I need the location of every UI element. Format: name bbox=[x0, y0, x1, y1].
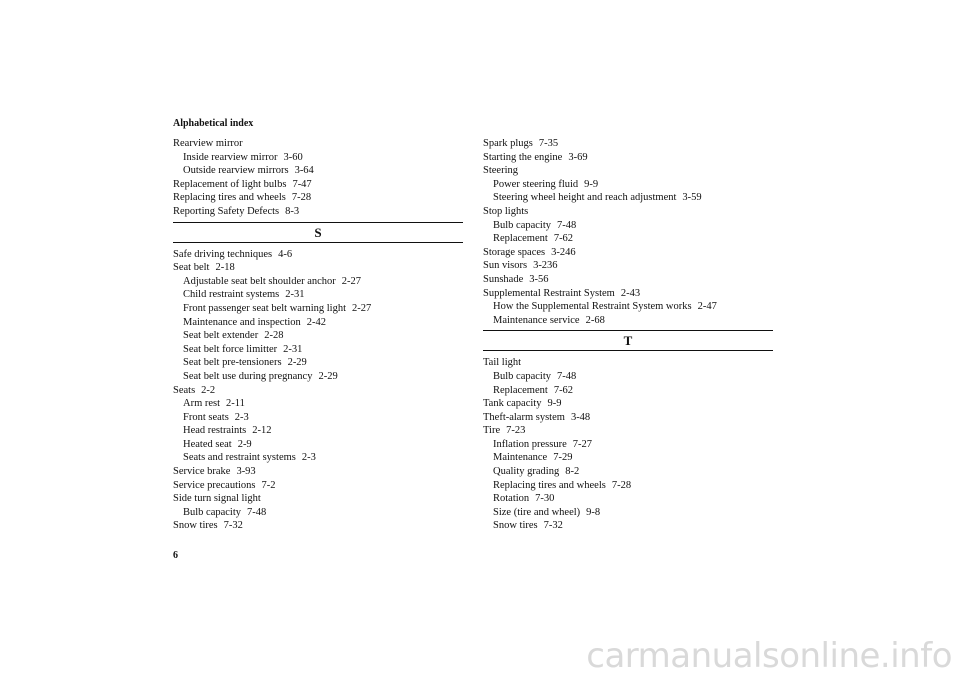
index-subentry bbox=[483, 438, 773, 452]
index-entry-text: Seats and restraint systems bbox=[183, 452, 296, 464]
index-subentry bbox=[173, 343, 463, 357]
index-entry-page: 3-246 bbox=[551, 246, 576, 258]
index-subentry bbox=[173, 397, 463, 411]
index-entry-text: Inflation pressure bbox=[493, 438, 567, 450]
index-entry-text: Arm rest bbox=[183, 398, 221, 410]
index-entry-text: Snow tires bbox=[173, 520, 218, 532]
index-entry-text: Steering bbox=[483, 165, 518, 177]
index-entry bbox=[483, 356, 773, 370]
index-entry bbox=[483, 205, 773, 219]
index-entry-text: Sunshade bbox=[483, 273, 524, 285]
index-entry-text: Seats bbox=[173, 384, 196, 396]
index-entry-page: 7-47 bbox=[292, 178, 312, 190]
index-entry bbox=[483, 137, 773, 151]
index-entry-page: 3-64 bbox=[294, 165, 314, 177]
index-entry-text: Bulb capacity bbox=[183, 506, 242, 518]
index-entry-page: 2-12 bbox=[252, 425, 272, 437]
index-entry-page: 2-3 bbox=[234, 411, 249, 423]
index-entry bbox=[173, 205, 463, 219]
index-entry-text: Sun visors bbox=[483, 260, 528, 272]
index-entry-page: 7-30 bbox=[535, 493, 555, 505]
index-subentry bbox=[173, 275, 463, 289]
index-entry-page: 7-29 bbox=[553, 452, 573, 464]
index-entry-text: Maintenance and inspection bbox=[183, 316, 301, 328]
index-entry-text: Bulb capacity bbox=[493, 219, 552, 231]
index-entry-text: Seat belt force limitter bbox=[183, 343, 278, 355]
index-entry bbox=[173, 479, 463, 493]
index-entry-page: 2-3 bbox=[301, 452, 316, 464]
index-subentry bbox=[483, 384, 773, 398]
index-entry-page: 2-2 bbox=[201, 384, 216, 396]
index-subentry bbox=[483, 519, 773, 533]
index-entry-text: Replacement of light bulbs bbox=[173, 178, 287, 190]
index-letter-heading: T bbox=[483, 330, 773, 351]
index-subentry bbox=[483, 370, 773, 384]
index-entry-text: Seat belt use during pregnancy bbox=[183, 370, 313, 382]
index-entry-page: 8-2 bbox=[565, 466, 580, 478]
index-entry-text: Starting the engine bbox=[483, 151, 563, 163]
index-entry bbox=[483, 164, 773, 178]
index-entry-page: 3-69 bbox=[568, 151, 588, 163]
index-entry-page: 3-93 bbox=[236, 466, 256, 478]
index-entry-text: Rotation bbox=[493, 493, 530, 505]
index-entry-page: 9-9 bbox=[584, 178, 599, 190]
index-letter-heading: S bbox=[173, 222, 463, 243]
index-subentry bbox=[173, 356, 463, 370]
index-subentry bbox=[173, 451, 463, 465]
index-entry-page: 7-27 bbox=[572, 438, 593, 450]
index-entry-text: Bulb capacity bbox=[493, 370, 552, 382]
index-entry-text: Tank capacity bbox=[483, 398, 542, 410]
index-entry-page: 2-42 bbox=[306, 316, 327, 328]
index-entry-text: How the Supplemental Restraint System works bbox=[493, 301, 692, 313]
index-entry bbox=[483, 287, 773, 301]
index-entry bbox=[173, 261, 463, 275]
index-entry-page: 2-29 bbox=[287, 357, 307, 369]
index-entry-page: 3-60 bbox=[283, 151, 303, 163]
index-entry-text: Stop lights bbox=[483, 205, 529, 217]
index-entry bbox=[173, 137, 463, 151]
index-subentry bbox=[173, 151, 463, 165]
index-entry-page: 3-56 bbox=[529, 273, 549, 285]
index-subentry bbox=[173, 288, 463, 302]
index-entry-text: Front seats bbox=[183, 411, 229, 423]
index-entry-page: 2-29 bbox=[318, 370, 338, 382]
index-entry-page: 7-23 bbox=[506, 425, 526, 437]
index-entry-page: 7-48 bbox=[557, 370, 577, 382]
index-entry-page: 8-3 bbox=[285, 205, 300, 217]
index-entry-page: 3-48 bbox=[570, 411, 591, 423]
index-subentry bbox=[483, 178, 773, 192]
index-entry-text: Seat belt pre-tensioners bbox=[183, 357, 282, 369]
index-entry-text: Service precautions bbox=[173, 479, 256, 491]
index-subentry bbox=[483, 479, 773, 493]
index-entry-text: Storage spaces bbox=[483, 246, 546, 258]
index-entry-page: 2-18 bbox=[215, 262, 235, 274]
index-entry bbox=[173, 519, 463, 533]
index-entry-text: Snow tires bbox=[493, 520, 538, 532]
index-entry bbox=[483, 273, 773, 287]
index-subentry bbox=[173, 302, 463, 316]
index-entry-page: 2-47 bbox=[697, 301, 717, 313]
index-entry-page: 9-8 bbox=[586, 506, 601, 518]
index-entry-page: 7-28 bbox=[611, 479, 632, 491]
index-subentry bbox=[173, 424, 463, 438]
index-entry bbox=[173, 384, 463, 398]
watermark: carmanualsonline.info bbox=[586, 636, 952, 676]
index-entry bbox=[483, 151, 773, 165]
index-entry-text: Supplemental Restraint System bbox=[483, 287, 615, 299]
index-entry-page: 7-28 bbox=[291, 192, 312, 204]
index-subentry bbox=[483, 465, 773, 479]
index-entry-text: Quality grading bbox=[493, 466, 560, 478]
index-entry-page: 7-32 bbox=[543, 520, 563, 532]
index-entry-page: 2-28 bbox=[264, 330, 284, 342]
index-entry bbox=[173, 465, 463, 479]
index-entry-text: Replacing tires and wheels bbox=[493, 479, 606, 491]
index-subentry bbox=[173, 438, 463, 452]
index-entry-page: 2-68 bbox=[585, 314, 605, 326]
index-entry-text: Safe driving techniques bbox=[173, 248, 273, 260]
index-entry-text: Seat belt bbox=[173, 262, 210, 274]
index-entry-page: 7-32 bbox=[223, 520, 243, 532]
page-header-title: Alphabetical index bbox=[173, 118, 254, 129]
index-entry-page: 2-9 bbox=[237, 438, 252, 450]
index-entry-text: Replacement bbox=[493, 384, 548, 396]
index-subentry bbox=[483, 451, 773, 465]
index-entry-text: Outside rearview mirrors bbox=[183, 165, 289, 177]
index-column-right bbox=[483, 137, 773, 533]
index-subentry bbox=[173, 411, 463, 425]
index-entry bbox=[173, 248, 463, 262]
page-number: 6 bbox=[173, 550, 178, 561]
index-subentry bbox=[173, 164, 463, 178]
index-entry-page: 7-48 bbox=[247, 506, 267, 518]
index-subentry bbox=[483, 506, 773, 520]
index-subentry bbox=[173, 316, 463, 330]
index-entry-text: Head restraints bbox=[183, 425, 247, 437]
index-entry-page: 3-236 bbox=[533, 260, 558, 272]
index-entry-text: Front passenger seat belt warning light bbox=[183, 302, 347, 314]
index-entry bbox=[173, 178, 463, 192]
index-entry-text: Seat belt extender bbox=[183, 330, 259, 342]
index-entry-text: Adjustable seat belt shoulder anchor bbox=[183, 275, 336, 287]
index-entry bbox=[483, 259, 773, 273]
index-entry-text: Maintenance service bbox=[493, 314, 580, 326]
index-entry-page: 7-62 bbox=[553, 384, 574, 396]
index-entry-text: Child restraint systems bbox=[183, 289, 280, 301]
index-column-left bbox=[173, 137, 463, 533]
index-entry-text: Spark plugs bbox=[483, 138, 533, 149]
index-entry-page: 2-11 bbox=[226, 398, 245, 410]
index-entry-text: Service brake bbox=[173, 466, 231, 478]
index-entry bbox=[483, 397, 773, 411]
index-entry-text: Tail light bbox=[483, 357, 522, 369]
index-subentry bbox=[483, 219, 773, 233]
index-entry-text: Side turn signal light bbox=[173, 493, 261, 505]
index-entry-text: Size (tire and wheel) bbox=[493, 506, 581, 518]
index-subentry bbox=[483, 232, 773, 246]
index-entry-page: 7-48 bbox=[557, 219, 577, 231]
index-entry-page: 2-31 bbox=[285, 289, 305, 301]
index-entry-page: 7-62 bbox=[553, 233, 574, 245]
index-entry-page: 9-9 bbox=[547, 398, 562, 410]
index-entry bbox=[173, 492, 463, 506]
index-subentry bbox=[173, 506, 463, 520]
index-entry-text: Power steering fluid bbox=[493, 178, 579, 190]
index-entry-text: Replacing tires and wheels bbox=[173, 192, 286, 204]
index-entry-page: 2-27 bbox=[352, 302, 372, 314]
index-entry-page: 2-27 bbox=[341, 275, 362, 287]
index-entry-text: Reporting Safety Defects bbox=[173, 205, 280, 217]
index-entry-text: Tire bbox=[483, 425, 501, 437]
index-subentry bbox=[483, 314, 773, 328]
index-entry-text: Inside rearview mirror bbox=[183, 151, 278, 163]
index-entry bbox=[483, 411, 773, 425]
index-entry-text: Maintenance bbox=[493, 452, 548, 464]
index-subentry bbox=[483, 300, 773, 314]
index-entry-page: 3-59 bbox=[682, 192, 702, 204]
index-entry bbox=[483, 424, 773, 438]
index-subentry bbox=[483, 492, 773, 506]
index-subentry bbox=[173, 329, 463, 343]
index-entry-page: 7-35 bbox=[538, 138, 559, 149]
index-entry-text: Rearview mirror bbox=[173, 138, 243, 149]
index-entry bbox=[483, 246, 773, 260]
index-entry-text: Replacement bbox=[493, 233, 548, 245]
index-entry-page: 4-6 bbox=[278, 248, 293, 260]
index-subentry bbox=[173, 370, 463, 384]
index-entry-text: Theft-alarm system bbox=[483, 411, 565, 423]
index-entry-text: Heated seat bbox=[183, 438, 232, 450]
index-entry-page: 2-43 bbox=[620, 287, 641, 299]
index-entry-page: 2-31 bbox=[283, 343, 303, 355]
index-entry-text: Steering wheel height and reach adjustment bbox=[493, 192, 677, 204]
index-entry bbox=[173, 191, 463, 205]
index-subentry bbox=[483, 191, 773, 205]
index-entry-page: 7-2 bbox=[261, 479, 276, 491]
